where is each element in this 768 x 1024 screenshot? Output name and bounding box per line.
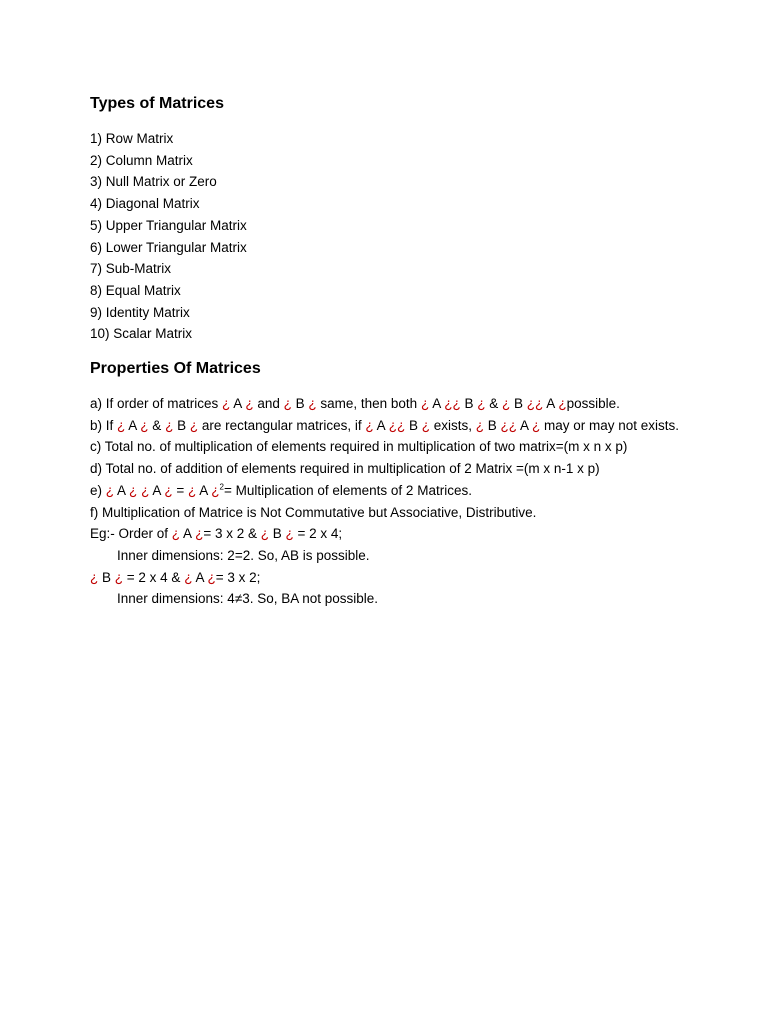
inverted-question-glyph: ¿ (535, 396, 544, 412)
superscript: 2 (219, 482, 224, 492)
inverted-question-glyph: ¿ (171, 526, 181, 542)
inverted-question-glyph: ¿ (526, 396, 536, 412)
property-line-tail: = Multiplication of elements of 2 Matrices. (223, 482, 472, 498)
property-line: Eg:- Order of ¿ A ¿= 3 x 2 & ¿ B ¿ = 2 x 4; (90, 526, 343, 542)
inverted-question-glyph: ¿ (165, 417, 174, 433)
inverted-question-glyph: ¿ (195, 526, 204, 542)
types-list-item: 2) Column Matrix (90, 152, 193, 168)
property-line: Inner dimensions: 2=2. So, AB is possible. (117, 547, 370, 563)
inverted-question-glyph: ¿ (129, 482, 138, 498)
types-list-item: 3) Null Matrix or Zero (90, 174, 217, 190)
inverted-question-glyph: ¿ (260, 526, 269, 542)
inverted-question-glyph: ¿ (452, 396, 461, 412)
inverted-question-glyph: ¿ (105, 482, 115, 498)
types-list-item: 10) Scalar Matrix (90, 326, 193, 342)
inverted-question-glyph: ¿ (308, 396, 317, 412)
inverted-question-glyph: ¿ (207, 569, 216, 585)
inverted-question-glyph: ¿ (502, 396, 511, 412)
inverted-question-glyph: ¿ (421, 417, 430, 433)
inverted-question-glyph: ¿ (285, 526, 294, 542)
inverted-question-glyph: ¿ (500, 417, 509, 433)
types-list-item: 7) Sub-Matrix (90, 261, 172, 277)
inverted-question-glyph: ¿ (532, 417, 541, 433)
property-line: e) ¿ A ¿ ¿ A ¿ = ¿ A ¿$^2$= Multiplication of elements of 2 Matrices. (90, 482, 472, 498)
document-page (90, 94, 730, 610)
inverted-question-glyph: ¿ (444, 396, 453, 412)
inverted-question-glyph: ¿ (189, 417, 199, 433)
property-line: d) Total no. of addition of elements required in multiplication of 2 Matrix =(m x n-1 x p) (90, 461, 600, 477)
property-line: ¿ B ¿ = 2 x 4 & ¿ A ¿= 3 x 2; (90, 569, 261, 585)
types-list (90, 128, 730, 345)
inverted-question-glyph: ¿ (90, 569, 99, 585)
inverted-question-glyph: ¿ (245, 396, 254, 412)
inverted-question-glyph: ¿ (184, 569, 193, 585)
inverted-question-glyph: ¿ (396, 417, 406, 433)
inverted-question-glyph: ¿ (187, 482, 197, 498)
types-heading: Types of Matrices (90, 95, 224, 112)
property-line: b) If ¿ A ¿ & ¿ B ¿ are rectangular matrices, if ¿ A ¿¿ B ¿ exists, ¿ B ¿¿ A ¿ may or may not exists. (90, 417, 680, 433)
inverted-question-glyph: ¿ (477, 396, 486, 412)
inverted-question-glyph: ¿ (141, 482, 150, 498)
types-list-item: 4) Diagonal Matrix (90, 196, 200, 212)
property-line: f) Multiplication of Matrice is Not Commutative but Associative, Distributive. (90, 504, 537, 520)
types-list-item: 9) Identity Matrix (90, 304, 190, 320)
inverted-question-glyph: ¿ (222, 396, 231, 412)
inverted-question-glyph: ¿ (117, 417, 126, 433)
inverted-question-glyph: ¿ (114, 569, 124, 585)
inverted-question-glyph: ¿ (283, 396, 292, 412)
property-line: a) If order of matrices ¿ A ¿ and ¿ B ¿ same, then both ¿ A ¿¿ B ¿ & ¿ B ¿¿ A ¿possible. (90, 396, 620, 412)
inverted-question-glyph: ¿ (365, 417, 374, 433)
inverted-question-glyph: ¿ (211, 482, 220, 498)
inverted-question-glyph: ¿ (140, 417, 149, 433)
types-list-item: 6) Lower Triangular Matrix (90, 239, 247, 255)
properties-list (90, 393, 730, 610)
inverted-question-glyph: ¿ (420, 396, 430, 412)
types-list-item: 8) Equal Matrix (90, 282, 181, 298)
property-line: Inner dimensions: 4≠3. So, BA not possible. (117, 591, 379, 607)
inverted-question-glyph: ¿ (388, 417, 397, 433)
inverted-question-glyph: ¿ (558, 396, 567, 412)
types-list-item: 1) Row Matrix (90, 131, 174, 146)
inverted-question-glyph: ¿ (164, 482, 173, 498)
property-line: c) Total no. of multiplication of elements required in multiplication of two matrix=(m x n x p) (90, 439, 628, 455)
types-list-item: 5) Upper Triangular Matrix (90, 217, 247, 233)
properties-heading: Properties Of Matrices (90, 360, 261, 378)
inverted-question-glyph: ¿ (475, 417, 484, 433)
inverted-question-glyph: ¿ (508, 417, 517, 433)
